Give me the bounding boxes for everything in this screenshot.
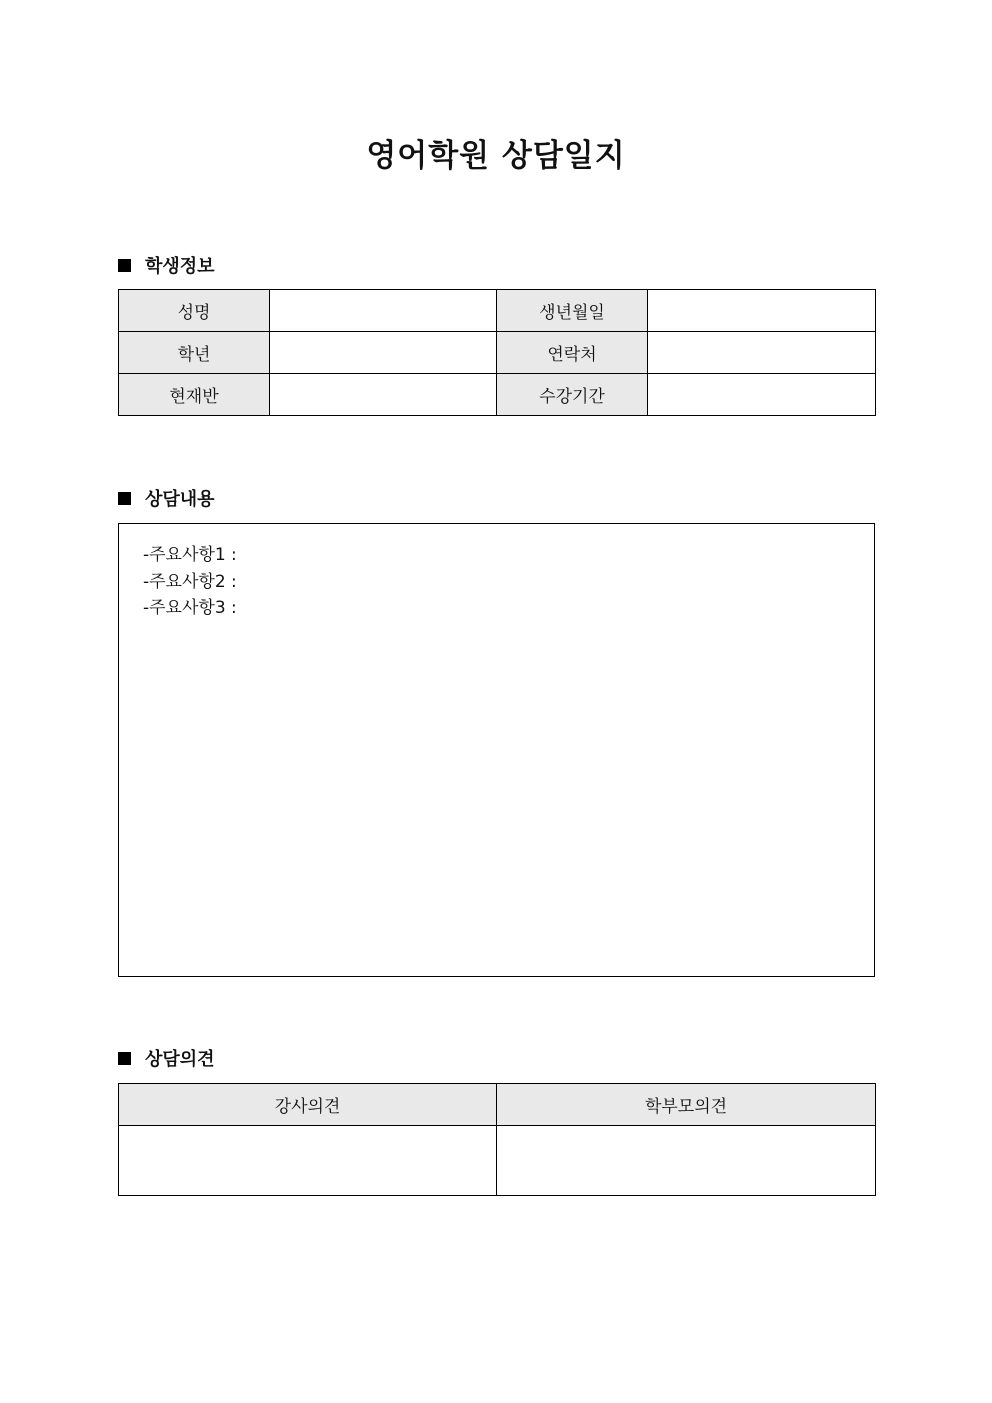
table-row [119,1084,876,1126]
list-item: -주요사항3 : [143,598,237,618]
section-heading-consultation-opinion [118,1046,215,1070]
label-cell: 학년 [119,332,270,374]
consultation-opinion-table [118,1083,876,1196]
table-row [119,290,876,332]
consultation-content-lines [143,542,237,622]
section-heading-label: 상담의견 [145,1049,215,1070]
table-row [119,332,876,374]
parent-opinion-header: 학부모의견 [497,1084,876,1126]
student-info-table [118,289,876,416]
square-bullet-icon [118,1052,131,1065]
label-cell: 성명 [119,290,270,332]
table-row [119,1126,876,1196]
section-heading-student-info [118,253,215,277]
name-field[interactable] [270,290,497,332]
birthdate-field[interactable] [648,290,876,332]
label-cell: 수강기간 [497,374,648,416]
consultation-content-box[interactable] [118,523,875,977]
square-bullet-icon [118,492,131,505]
section-heading-label: 상담내용 [145,489,215,510]
grade-field[interactable] [270,332,497,374]
label-cell: 연락처 [497,332,648,374]
table-row [119,374,876,416]
parent-opinion-field[interactable] [497,1126,876,1196]
document-title: 영어학원 상담일지 [366,138,626,174]
label-cell: 현재반 [119,374,270,416]
current-class-field[interactable] [270,374,497,416]
list-item: -주요사항2 : [143,571,237,592]
list-item: -주요사항1 : [143,545,237,565]
enrollment-period-field[interactable] [648,374,876,416]
section-heading-consultation-content [118,486,215,510]
section-heading-label: 학생정보 [145,256,215,277]
teacher-opinion-header: 강사의견 [119,1084,497,1126]
label-cell: 생년월일 [497,290,648,332]
contact-field[interactable] [648,332,876,374]
teacher-opinion-field[interactable] [119,1126,497,1196]
square-bullet-icon [118,259,131,272]
